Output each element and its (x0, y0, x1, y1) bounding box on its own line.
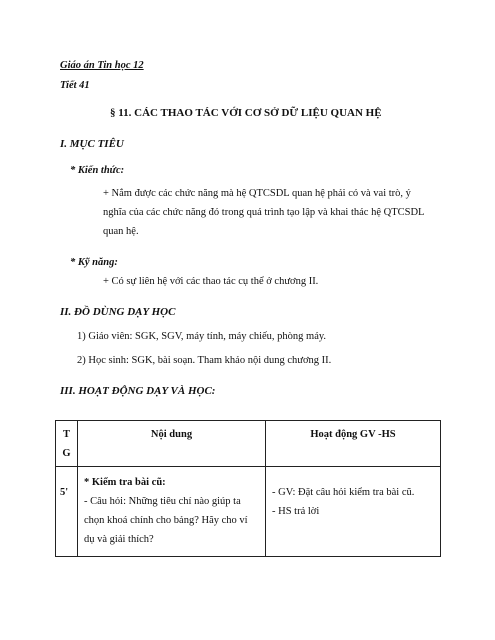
lesson-plan-table (55, 420, 441, 557)
knowledge-line: quan hệ. (103, 226, 139, 237)
row-activity-line: - HS trả lời (272, 506, 320, 517)
row-content-line: dụ và giải thích? (84, 534, 154, 545)
materials-student: 2) Học sinh: SGK, bài soạn. Tham khảo nội dung chương II. (77, 355, 332, 366)
header-time (56, 421, 78, 467)
section-activities-heading: III. HOẠT ĐỘNG DẠY VÀ HỌC: (60, 385, 216, 397)
section-materials-heading: II. ĐỒ DÙNG DẠY HỌC (60, 306, 176, 318)
knowledge-line: nghĩa của các chức năng đó trong quá trình tạo lập và khai thác hệ QTCSDL (103, 207, 425, 218)
subject-header: Giáo án Tin học 12 (60, 60, 144, 71)
section-objectives-heading: I. MỤC TIÊU (60, 138, 124, 150)
row-content-line: chọn khoá chính cho bảng? Hãy cho ví (84, 515, 248, 526)
row-time: 5' (56, 467, 78, 557)
row-content-title: * Kiểm tra bài cũ: (84, 477, 166, 488)
lesson-number: Tiết 41 (60, 80, 90, 91)
knowledge-text (103, 184, 448, 241)
header-activity: Hoạt động GV -HS (266, 421, 441, 467)
row-content-line: - Câu hỏi: Những tiêu chí nào giúp ta (84, 496, 241, 507)
header-content: Nội dung (78, 421, 266, 467)
materials-teacher: 1) Giáo viên: SGK, SGV, máy tính, máy chiếu, phòng máy. (77, 331, 327, 342)
table-header-row (56, 421, 441, 467)
knowledge-label: * Kiến thức: (70, 165, 125, 176)
skills-text: + Có sự liên hệ với các thao tác cụ thể ở chương II. (103, 276, 319, 287)
row-activity (266, 467, 441, 557)
header-time-line: T (62, 429, 70, 440)
row-content (78, 467, 266, 557)
row-activity-line: - GV: Đặt câu hỏi kiểm tra bài cũ. (272, 487, 415, 498)
knowledge-line: + Nắm được các chức năng mà hệ QTCSDL quan hệ phải có và vai trò, ý (103, 188, 411, 199)
table-row (56, 467, 441, 557)
header-time-line: G (62, 448, 71, 459)
skills-label: * Kỹ năng: (70, 257, 118, 268)
page-title: § 11. CÁC THAO TÁC VỚI CƠ SỞ DỮ LIỆU QUAN HỆ (110, 107, 382, 119)
